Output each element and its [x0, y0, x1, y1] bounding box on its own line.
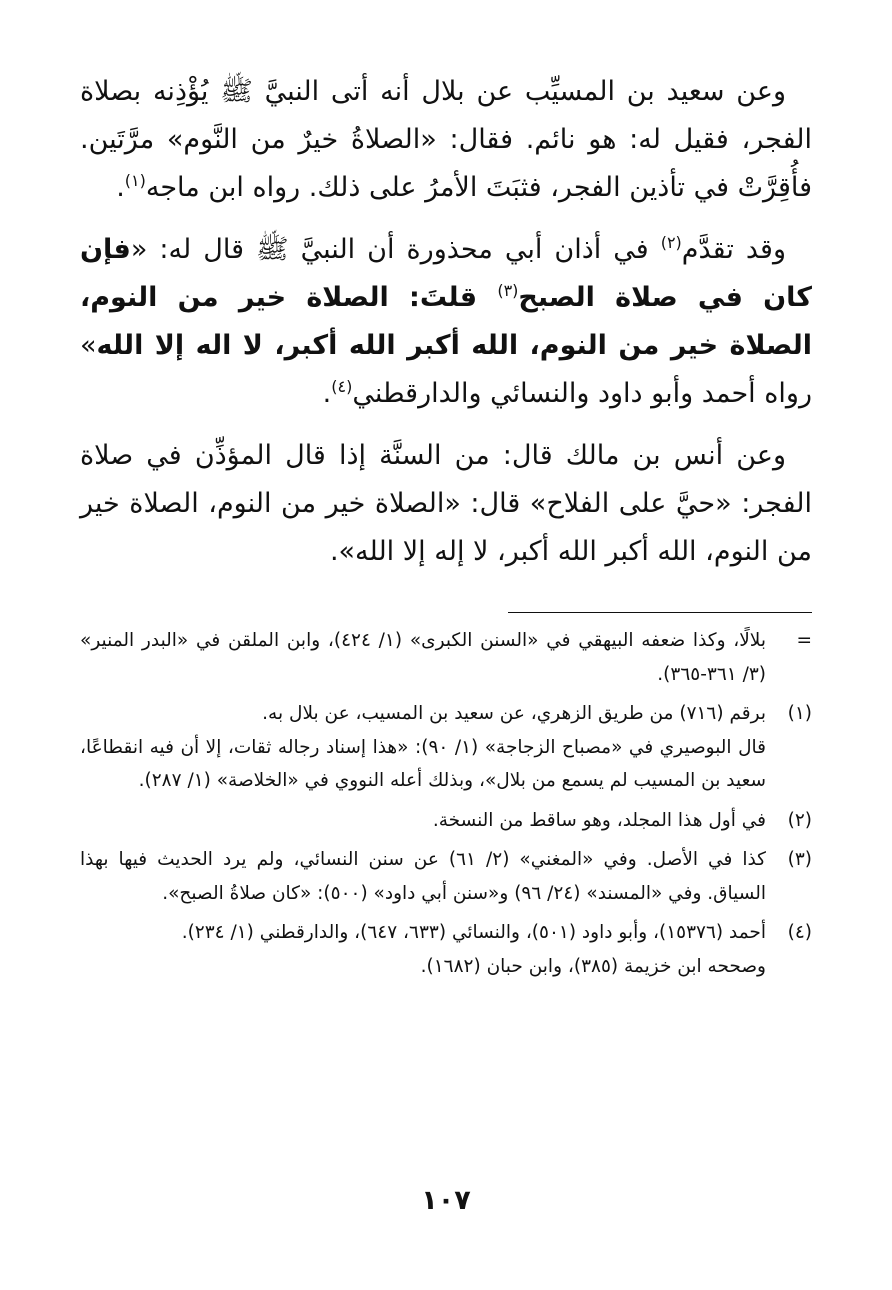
- footnote-marker: (٤): [787, 922, 812, 943]
- footnote-reference: (٢): [660, 233, 682, 252]
- footnote: [80, 804, 812, 838]
- paragraph: [80, 68, 812, 212]
- footnotes-section: [80, 624, 812, 989]
- paragraph: [80, 432, 812, 576]
- footnote-reference: (١): [124, 171, 146, 190]
- paragraph-text: وعن أنس بن مالك قال: من السنَّة إذا قال المؤذِّن في صلاة الفجر: «حيَّ على الفلاح» قال: «الصلاة خير من النوم، الصلاة خير من النوم، الله أكبر الله أكبر، لا إله إلا الله».: [80, 440, 812, 567]
- paragraph: [80, 226, 812, 418]
- footnote-text: وصححه ابن خزيمة (٣٨٥)، وابن حبان (١٦٨٢).: [420, 955, 766, 977]
- footnote: [80, 624, 812, 691]
- footnote-text: أحمد (١٥٣٧٦)، وأبو داود (٥٠١)، والنسائي (٦٣٣، ٦٤٧)، والدارقطني (١/ ٢٣٤).: [181, 922, 766, 943]
- paragraph-text: وعن سعيد بن المسيِّب عن بلال أنه أتى النبيَّ ﷺ يُؤْذِنه بصلاة الفجر، فقيل له: هو نائم. فقال: «الصلاةُ خيرٌ من النَّوم» مرَّتَين. فأُقِرَّتْ في تأذين الفجر، فثبَتَ الأمرُ على ذلك. رواه ابن ماجه: [80, 76, 812, 203]
- footnote-text: قال البوصيري في «مصباح الزجاجة» (١/ ٩٠): «هذا إسناد رجاله ثقات، إلا أن فيه انقطاعًا، سعيد بن المسيب لم يسمع من بلال»، وبذلك أعله النووي في «الخلاصة» (١/ ٢٨٧).: [80, 736, 766, 791]
- paragraph-text: » رواه أحمد وأبو داود والنسائي والدارقطني: [80, 330, 812, 409]
- footnote: [80, 916, 812, 983]
- footnote-text: في أول هذا المجلد، وهو ساقط من النسخة.: [432, 809, 766, 831]
- footnote-marker: =: [796, 630, 812, 651]
- footnote-text: برقم (٧١٦) من طريق الزهري، عن سعيد بن المسيب، عن بلال به.: [262, 703, 766, 724]
- footnote-text: كذا في الأصل. وفي «المغني» (٢/ ٦١) عن سنن النسائي، ولم يرد الحديث فيها بهذا السياق. وفي «المسند» (٢٤/ ٩٦) و«سنن أبي داود» (٥٠٠): «كان صلاةُ الصبح».: [80, 849, 766, 904]
- footnote-marker: (٣): [787, 849, 812, 870]
- footnote: [80, 697, 812, 798]
- paragraph-text: .: [322, 378, 332, 409]
- paragraph-text: وقد تقدَّم: [681, 234, 786, 265]
- bold-quote-text: فإن كان في صلاة الصبح: [80, 234, 812, 313]
- bold-quote-text: قلتَ: الصلاة خير من النوم، الصلاة خير من النوم، الله أكبر الله أكبر، لا اله إلا الله: [80, 282, 812, 361]
- page-number: ١٠٧: [421, 1185, 471, 1216]
- footnote-reference: (٤): [331, 377, 353, 396]
- footnote-separator: [508, 612, 812, 613]
- main-text-body: [80, 68, 812, 576]
- footnote: [80, 843, 812, 910]
- paragraph-text: .: [116, 172, 125, 203]
- footnote-text: بلالًا، وكذا ضعفه البيهقي في «السنن الكبرى» (١/ ٤٢٤)، وابن الملقن في «البدر المنير» (٣/ ٣٦١-٣٦٥).: [80, 630, 766, 685]
- footnote-marker: (٢): [787, 809, 812, 831]
- paragraph-text: في أذان أبي محذورة أن النبيَّ ﷺ قال له: «: [130, 234, 661, 265]
- footnote-marker: (١): [787, 703, 812, 724]
- footnote-reference: (٣): [497, 281, 519, 300]
